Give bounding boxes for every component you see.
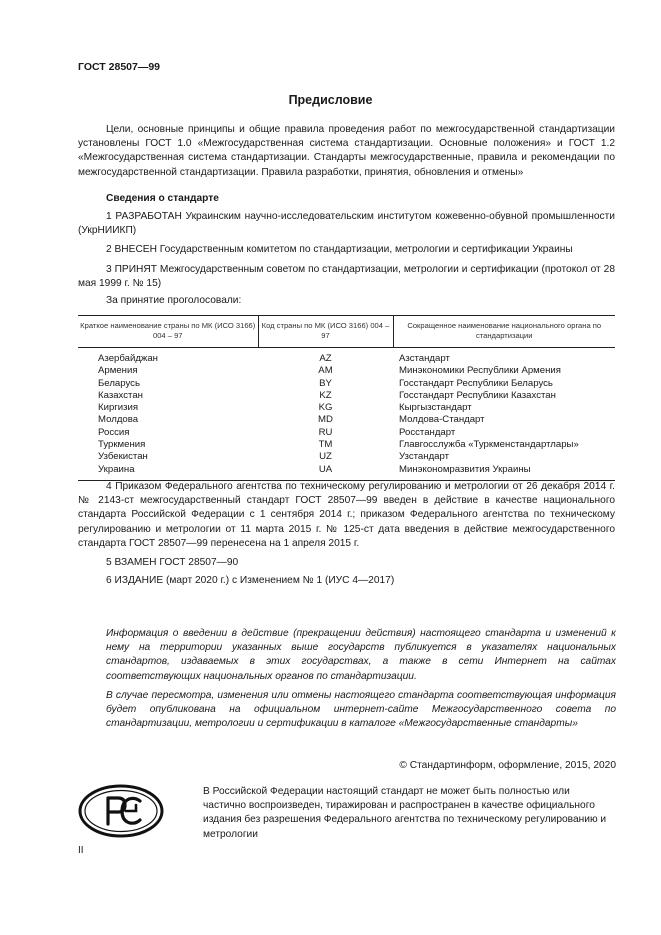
table-row <box>78 464 615 481</box>
copyright-line: © Стандартинформ, оформление, 2015, 2020 <box>399 760 616 771</box>
info-paragraph-1: Информация о введении в действие (прекращении действия) настоящего стандарта и изменений к нему на территории указанных выше государств публикуется в указателях национальных стандартов, издаваемых в этих государствах, а также в сети Интернет на сайтах соответствующих национальных органов по стандартизации. <box>106 628 616 682</box>
body-cell: Молдова-Стандарт <box>399 414 485 426</box>
code-cell: KZ <box>319 389 332 401</box>
column-header-code: Код страны по МК (ИСО 3166) 004 – 97 <box>258 316 393 348</box>
country-cell: Киргизия <box>98 402 139 414</box>
code-cell: BY <box>319 377 332 389</box>
column-header-body: Сокращенное наименование национального органа по стандартизации <box>393 316 615 348</box>
table-header-row <box>78 316 615 348</box>
body-cell: Кыргызстандарт <box>399 402 472 414</box>
item-1: 1 РАЗРАБОТАН Украинским научно-исследовательским институтом кожевенно-обувной промышленности (УкрНИИКП) <box>78 211 615 237</box>
voting-table <box>78 315 615 481</box>
table-row <box>78 402 615 414</box>
country-cell: Беларусь <box>98 377 140 389</box>
table-row <box>78 451 615 463</box>
code-cell: AM <box>318 365 333 377</box>
country-cell: Украина <box>78 464 258 481</box>
item-2: 2 ВНЕСЕН Государственным комитетом по стандартизации, метрологии и сертификации Украины <box>106 244 573 255</box>
item-3: 3 ПРИНЯТ Межгосударственным советом по стандартизации, метрологии и сертификации (протокол от 28 мая 1999 г. № 15) <box>78 264 615 290</box>
code-cell: MD <box>318 414 333 426</box>
item-5: 5 ВЗАМЕН ГОСТ 28507—90 <box>106 557 239 568</box>
table-row <box>78 378 615 390</box>
body-cell: Азстандарт <box>399 353 450 364</box>
table-row <box>78 365 615 377</box>
body-cell: Минэкономики Республики Армения <box>399 365 561 377</box>
table-row <box>78 427 615 439</box>
body-cell: Госстандарт Республики Беларусь <box>399 377 553 389</box>
country-cell: Армения <box>98 365 138 377</box>
column-header-country: Краткое наименование страны по МК (ИСО 3166) 004 – 97 <box>78 316 258 348</box>
country-cell: Туркмения <box>98 439 146 451</box>
intro-paragraph: Цели, основные принципы и общие правила проведения работ по межгосударственной стандартизации установлены ГОСТ 1.0 «Межгосударственная система стандартизации. Основные положения» и ГОСТ 1.2 «Межгосударственная система стандартизации. Стандарты межгосударственные, правила и рекомендации по межгосударственной стандартизации. Правила разработки, принятия, обновления и отмены» <box>78 124 615 178</box>
body-cell: Минэкономразвития Украины <box>393 464 615 481</box>
country-cell: Узбекистан <box>98 451 148 463</box>
page-title: Предисловие <box>288 93 373 107</box>
country-cell: Азербайджан <box>98 353 158 364</box>
code-cell: UZ <box>319 451 332 463</box>
code-cell: AZ <box>319 353 332 364</box>
page-number: II <box>78 845 84 856</box>
item-6: 6 ИЗДАНИЕ (март 2020 г.) с Изменением № 1 (ИУС 4—2017) <box>106 575 395 586</box>
table-row <box>78 348 615 366</box>
country-cell: Казахстан <box>98 389 143 401</box>
info-paragraph-2: В случае пересмотра, изменения или отмены настоящего стандарта соответствующая информация будет опубликована на официальном интернет-сайте Межгосударственного совета по стандартизации, метрологии и сертификации в каталоге «Межгосударственные стандарты» <box>106 690 616 730</box>
item-4: 4 Приказом Федерального агентства по техническому регулированию и метрологии от 26 декабря 2014 г. № 2143-ст межгосударственный стандарт ГОСТ 28507—99 введен в действие в качестве национального стандарта Российской Федерации с 1 сентября 2014 г.; приказом Федерального агентства по техническому регулированию и метрологии от 11 марта 2015 г. № 125-ст дата введения в действие межгосударственного стандарта ГОСТ 28507—99 перенесена на 1 апреля 2015 г. <box>78 481 615 549</box>
code-cell: RU <box>318 426 333 438</box>
document-code: ГОСТ 28507—99 <box>78 61 161 73</box>
vote-label: За принятие проголосовали: <box>106 295 242 306</box>
country-cell: Молдова <box>98 414 139 426</box>
table-row <box>78 439 615 451</box>
body-cell: Росстандарт <box>399 426 456 438</box>
code-cell: KG <box>318 402 333 414</box>
table-row <box>78 414 615 426</box>
about-heading: Сведения о стандарте <box>106 193 219 204</box>
body-cell: Госстандарт Республики Казахстан <box>399 389 556 401</box>
table-row <box>78 390 615 402</box>
reproduction-notice: В Российской Федерации настоящий стандарт не может быть полностью или частично воспроизведен, тиражирован и распространен в качестве официального издания без разрешения Федерального агентства по техническому регулированию и метрологии <box>203 786 607 840</box>
code-cell: TM <box>318 439 333 451</box>
gost-r-logo-icon <box>78 784 164 838</box>
country-cell: Россия <box>98 426 130 438</box>
code-cell: UA <box>258 464 393 481</box>
body-cell: Главгосслужба «Туркменстандартлары» <box>399 439 579 451</box>
body-cell: Узстандарт <box>399 451 450 463</box>
